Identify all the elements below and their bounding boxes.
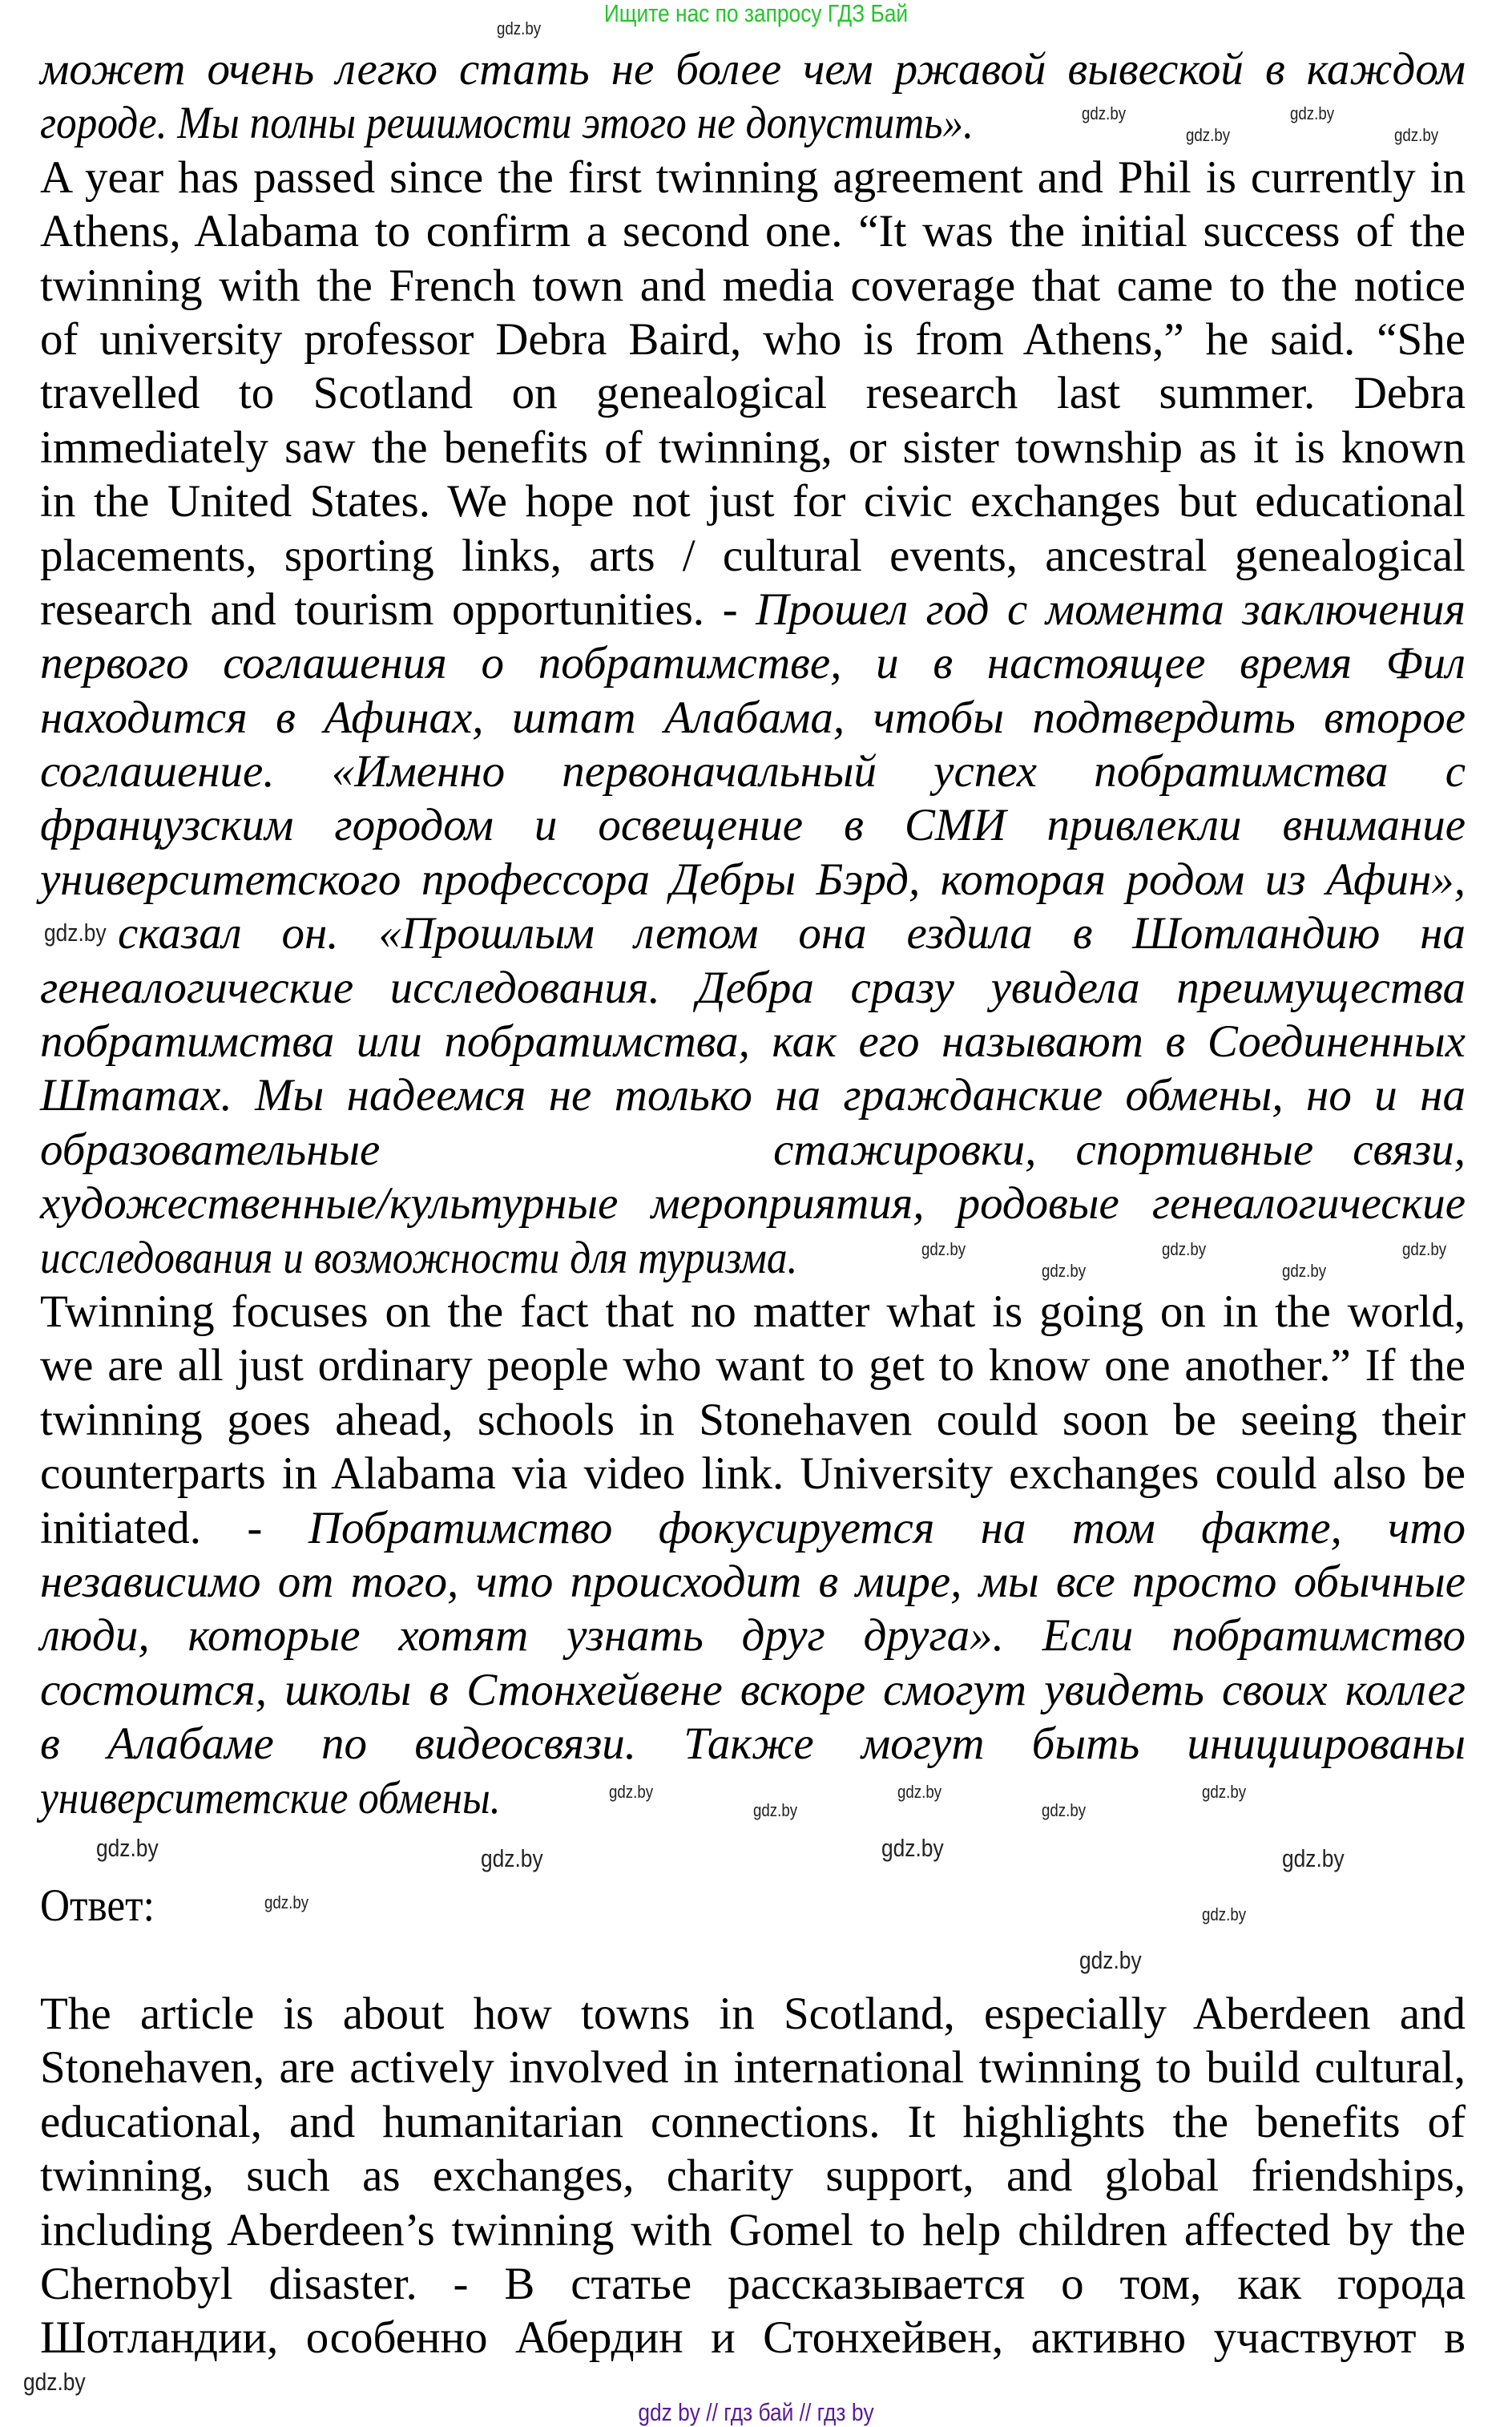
english-text: immediately saw the benefits of twinning, or sister township as it is known bbox=[40, 422, 1466, 473]
text-line bbox=[40, 366, 1466, 420]
text-line bbox=[40, 1987, 1466, 2041]
russian-translation-text: французским городом и освещение в СМИ привлекли внимание bbox=[40, 800, 1466, 851]
english-text: placements, sporting links, arts / cultural events, ancestral genealogical bbox=[40, 530, 1466, 581]
russian-translation-text: университетские обмены. bbox=[40, 1772, 501, 1823]
text-line bbox=[40, 1285, 1466, 1339]
watermark: gdz.by bbox=[1162, 1239, 1207, 1259]
russian-translation-text: художественные/культурные мероприятия, родовые генеалогические bbox=[40, 1178, 1466, 1230]
line-content bbox=[40, 313, 1466, 366]
line-content bbox=[40, 474, 1466, 528]
line-content bbox=[40, 2149, 1466, 2203]
russian-translation-text: в Алабаме по видеосвязи. Также могут быть инициированы bbox=[40, 1718, 1466, 1770]
russian-translation-text: университетского профессора Дебры Бэрд, которая родом из Афин», bbox=[40, 854, 1466, 905]
russian-translation-text: сказал он. «Прошлым летом она ездила в Шотландию на bbox=[118, 908, 1466, 959]
text-line bbox=[40, 529, 1466, 583]
line-content bbox=[40, 1717, 1466, 1771]
text-line bbox=[40, 2311, 1466, 2364]
russian-translation-text: находится в Афинах, штат Алабама, чтобы подтвердить второе bbox=[40, 692, 1466, 743]
line-content bbox=[40, 1015, 1466, 1068]
text-line bbox=[40, 1015, 1466, 1068]
english-text: in the United States. We hope not just for civic exchanges but educational bbox=[40, 476, 1466, 527]
english-text: Chernobyl disaster. - В статье рассказывается о том, как города bbox=[40, 2259, 1466, 2310]
line-content bbox=[40, 1771, 501, 1825]
line-content bbox=[40, 1609, 1466, 1662]
line-content bbox=[40, 1231, 797, 1285]
english-text: Twinning focuses on the fact that no matter what is going on in the world, bbox=[40, 1286, 1466, 1337]
line-content bbox=[118, 907, 1466, 960]
text-line bbox=[40, 259, 1466, 313]
text-line bbox=[40, 2041, 1466, 2094]
watermark: gdz.by bbox=[23, 2368, 86, 2396]
watermark: gdz.by bbox=[609, 1782, 654, 1802]
text-line bbox=[40, 42, 1466, 96]
russian-translation-text: побратимства или побратимства, как его называют в Соединенных bbox=[40, 1016, 1466, 1068]
english-text: travelled to Scotland on genealogical research last summer. Debra bbox=[40, 368, 1466, 419]
line-content bbox=[40, 96, 974, 150]
line-content bbox=[40, 745, 1466, 798]
watermark: gdz.by bbox=[1042, 1800, 1087, 1820]
text-line bbox=[40, 745, 1466, 798]
line-content bbox=[40, 2311, 1466, 2364]
english-text: educational, and humanitarian connections. It highlights the benefits of bbox=[40, 2096, 1466, 2147]
text-line bbox=[40, 1068, 1466, 1122]
watermark: gdz.by bbox=[1042, 1261, 1087, 1281]
russian-translation-text: состоится, школы в Стонхейвене вскоре смогут увидеть своих коллег bbox=[40, 1664, 1466, 1715]
blank-line bbox=[40, 1933, 1466, 1987]
line-content bbox=[40, 798, 1466, 852]
watermark: gdz.by bbox=[1079, 1946, 1142, 1974]
russian-translation-text: исследования и возможности для туризма. bbox=[40, 1232, 798, 1283]
text-line bbox=[40, 1555, 1466, 1609]
text-line bbox=[40, 1177, 1466, 1230]
text-line bbox=[40, 96, 1466, 150]
line-content bbox=[40, 2095, 1466, 2149]
line-content bbox=[40, 259, 1466, 313]
watermark: gdz.by bbox=[1282, 1844, 1345, 1872]
text-line bbox=[40, 853, 1466, 907]
line-content bbox=[40, 2041, 1466, 2094]
text-line bbox=[40, 961, 1466, 1015]
document-body bbox=[40, 42, 1466, 2365]
english-text: counterparts in Alabama via video link. University exchanges could also be bbox=[40, 1448, 1466, 1500]
watermark: gdz.by bbox=[921, 1239, 966, 1259]
russian-translation-text: первого соглашения о побратимстве, и в настоящее время Фил bbox=[40, 638, 1466, 689]
blank-line bbox=[40, 1825, 1466, 1879]
line-content bbox=[40, 42, 1466, 96]
watermark: gdz.by bbox=[1202, 1904, 1247, 1924]
english-text: Ответ: bbox=[40, 1880, 155, 1932]
text-line bbox=[40, 1609, 1466, 1662]
line-content bbox=[40, 583, 1466, 636]
line-content bbox=[40, 1068, 1466, 1122]
line-content bbox=[40, 1501, 1466, 1555]
russian-translation-text: Штатах. Мы надеемся не только на гражданские обмены, но и на bbox=[40, 1070, 1466, 1121]
english-text: we are all just ordinary people who want to get to know one another.” If the bbox=[40, 1340, 1466, 1391]
text-line bbox=[40, 474, 1466, 528]
russian-translation-text: генеалогические исследования. Дебра сразу увидела преимущества bbox=[40, 962, 1466, 1013]
watermark: gdz.by bbox=[1186, 125, 1231, 145]
text-line bbox=[40, 1663, 1466, 1717]
line-content bbox=[40, 204, 1466, 258]
watermark: gdz.by bbox=[1394, 125, 1439, 145]
line-content bbox=[40, 151, 1466, 204]
russian-translation-text: городе. Мы полны решимости этого не допустить». bbox=[40, 98, 974, 149]
russian-translation-text: образовательные стажировки, спортивные связи, bbox=[40, 1124, 1466, 1175]
line-content bbox=[40, 1987, 1466, 2041]
english-text: Шотландии, особенно Абердин и Стонхейвен, активно участвуют в bbox=[40, 2312, 1466, 2364]
text-line bbox=[40, 1447, 1466, 1500]
line-content bbox=[40, 421, 1466, 474]
line-content bbox=[40, 1393, 1466, 1447]
watermark: gdz.by bbox=[497, 18, 542, 38]
text-line bbox=[40, 2149, 1466, 2203]
line-content bbox=[40, 1123, 1466, 1177]
line-content bbox=[40, 1177, 1466, 1230]
text-line bbox=[40, 1717, 1466, 1771]
line-content bbox=[40, 2257, 1466, 2311]
line-content bbox=[40, 2203, 1466, 2257]
text-line bbox=[40, 798, 1466, 852]
russian-translation-text: Прошел год с момента заключения bbox=[756, 584, 1466, 635]
watermark: gdz.by bbox=[44, 919, 107, 947]
text-line bbox=[40, 313, 1466, 366]
english-text: Athens, Alabama to confirm a second one. “It was the initial success of the bbox=[40, 206, 1466, 257]
russian-translation-text: независимо от того, что происходит в мире, мы все просто обычные bbox=[40, 1556, 1466, 1607]
russian-translation-text: может очень легко стать не более чем ржавой вывеской в каждом bbox=[40, 44, 1466, 95]
watermark: gdz.by bbox=[1290, 103, 1335, 123]
russian-translation-text: соглашение. «Именно первоначальный успех побратимства с bbox=[40, 746, 1466, 798]
text-line bbox=[40, 1501, 1466, 1555]
text-line bbox=[40, 151, 1466, 204]
text-line bbox=[40, 2257, 1466, 2311]
russian-translation-text: Побратимство фокусируется на том факте, что bbox=[308, 1502, 1466, 1553]
watermark: gdz.by bbox=[897, 1782, 942, 1802]
watermark: gdz.by bbox=[1082, 103, 1127, 123]
text-line bbox=[40, 2203, 1466, 2257]
text-line bbox=[40, 1231, 1466, 1285]
watermark: gdz.by bbox=[1202, 1782, 1247, 1802]
line-content bbox=[40, 961, 1466, 1015]
watermark: gdz.by bbox=[481, 1844, 543, 1872]
text-line bbox=[40, 636, 1466, 690]
english-text: twinning, such as exchanges, charity support, and global friendships, bbox=[40, 2150, 1466, 2202]
watermark: gdz.by bbox=[753, 1800, 798, 1820]
line-content bbox=[40, 1663, 1466, 1717]
text-line bbox=[40, 1339, 1466, 1392]
watermark: gdz.by bbox=[1402, 1239, 1447, 1259]
line-content bbox=[40, 853, 1466, 907]
english-text: including Aberdeen’s twinning with Gomel to help children affected by the bbox=[40, 2204, 1466, 2255]
text-line bbox=[40, 1393, 1466, 1447]
text-line bbox=[40, 691, 1466, 745]
english-text: twinning goes ahead, schools in Stonehaven could soon be seeing their bbox=[40, 1394, 1466, 1445]
line-content bbox=[40, 1447, 1466, 1500]
text-line bbox=[40, 1123, 1466, 1177]
line-content bbox=[40, 1339, 1466, 1392]
english-text: initiated. - bbox=[40, 1502, 308, 1553]
line-content bbox=[40, 1555, 1466, 1609]
line-content bbox=[40, 1879, 155, 1932]
line-content bbox=[40, 1285, 1466, 1339]
english-text: The article is about how towns in Scotland, especially Aberdeen and bbox=[40, 1989, 1466, 2040]
text-line bbox=[40, 421, 1466, 474]
line-content bbox=[40, 529, 1466, 583]
watermark: gdz.by bbox=[881, 1834, 944, 1862]
text-line bbox=[40, 204, 1466, 258]
russian-translation-text: люди, которые хотят узнать друг друга». Если побратимство bbox=[40, 1610, 1466, 1662]
english-text: A year has passed since the first twinning agreement and Phil is currently in bbox=[40, 151, 1466, 203]
text-line bbox=[40, 907, 1466, 960]
english-text: Stonehaven, are actively involved in international twinning to build cultural, bbox=[40, 2042, 1466, 2094]
text-line bbox=[40, 2095, 1466, 2149]
text-line bbox=[40, 1879, 1466, 1932]
english-text: of university professor Debra Baird, who is from Athens,” he said. “She bbox=[40, 313, 1466, 365]
english-text: research and tourism opportunities. - bbox=[40, 584, 756, 635]
line-content bbox=[40, 636, 1466, 690]
english-text: twinning with the French town and media coverage that came to the notice bbox=[40, 260, 1466, 311]
watermark: gdz.by bbox=[1282, 1261, 1327, 1281]
watermark: gdz.by bbox=[264, 1892, 309, 1912]
text-line bbox=[40, 583, 1466, 636]
search-hint-banner: Ищите нас по запросу ГДЗ Бай bbox=[603, 0, 909, 27]
footer-site-links[interactable]: gdz by // гдз бай // гдз by bbox=[638, 2398, 874, 2426]
watermark: gdz.by bbox=[96, 1834, 159, 1862]
line-content bbox=[40, 366, 1466, 420]
line-content bbox=[40, 691, 1466, 745]
